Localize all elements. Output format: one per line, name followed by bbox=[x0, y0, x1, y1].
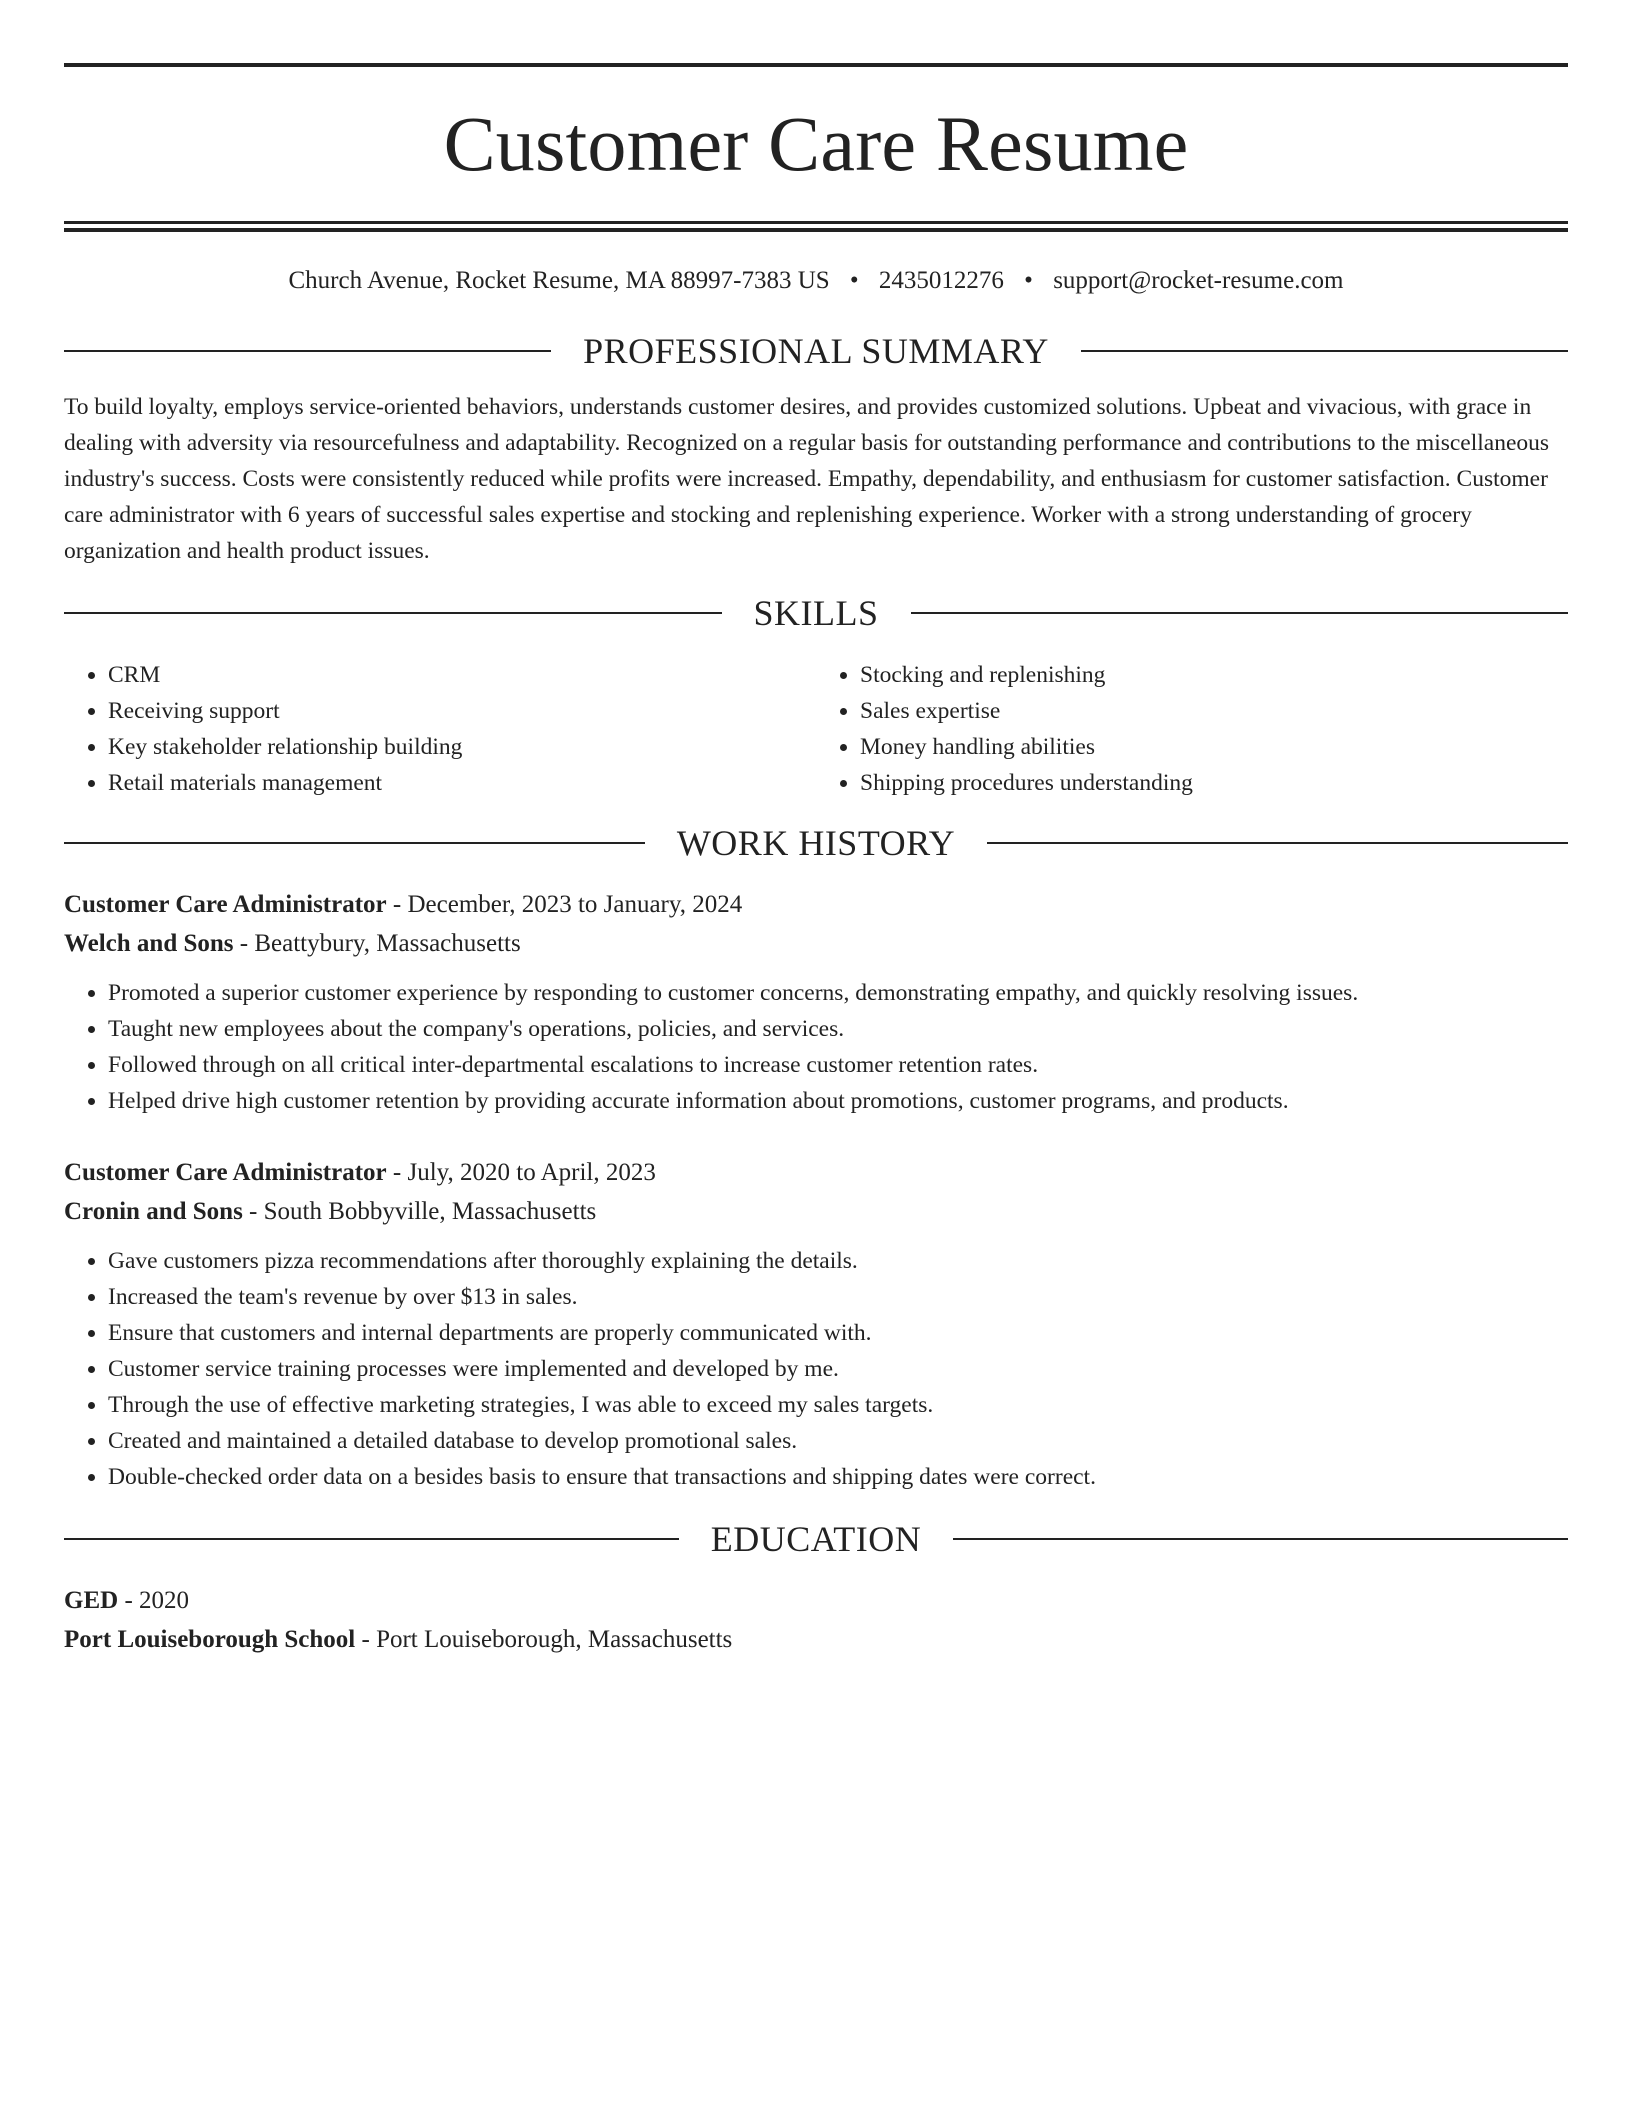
job-title-line bbox=[64, 1153, 1568, 1192]
job-title-line bbox=[64, 885, 1568, 924]
contact-line bbox=[64, 265, 1568, 297]
heading-rule bbox=[64, 612, 722, 614]
job-bullet: • Taught new employees about the company's operations, policies, and services. bbox=[108, 1011, 1568, 1047]
job-bullet: • Customer service training processes were implemented and developed by me. bbox=[108, 1351, 1568, 1387]
education-section-heading bbox=[64, 1517, 1568, 1561]
job-bullet: • Helped drive high customer retention by providing accurate information about promotions, customer programs, and products. bbox=[108, 1083, 1568, 1119]
heading-rule bbox=[987, 842, 1568, 844]
job-bullets bbox=[64, 1243, 1568, 1495]
job-bullet: • Ensure that customers and internal departments are properly communicated with. bbox=[108, 1315, 1568, 1351]
heading-rule bbox=[1081, 350, 1568, 352]
work-section-heading bbox=[64, 821, 1568, 865]
job-location: - Beattybury, Massachusetts bbox=[233, 930, 521, 957]
job-bullets bbox=[64, 975, 1568, 1119]
skill-item: • Shipping procedures understanding bbox=[860, 765, 1568, 801]
job-bullet: • Through the use of effective marketing strategies, I was able to exceed my sales targets. bbox=[108, 1387, 1568, 1423]
heading-rule bbox=[911, 612, 1569, 614]
work-heading-label: WORK HISTORY bbox=[676, 823, 956, 863]
education-school-line bbox=[64, 1620, 1568, 1659]
work-history bbox=[64, 885, 1568, 1495]
heading-rule bbox=[64, 1538, 679, 1540]
skills-left-list bbox=[64, 657, 816, 801]
job-entry bbox=[64, 885, 1568, 1119]
heading-rule bbox=[953, 1538, 1568, 1540]
job-company-line bbox=[64, 924, 1568, 963]
job-bullet: • Gave customers pizza recommendations after thoroughly explaining the details. bbox=[108, 1243, 1568, 1279]
skill-item: • Stocking and replenishing bbox=[860, 657, 1568, 693]
skills-section-heading bbox=[64, 591, 1568, 635]
skill-item: • Key stakeholder relationship building bbox=[108, 729, 816, 765]
summary-heading-label: PROFESSIONAL SUMMARY bbox=[583, 331, 1049, 371]
education-school: Port Louiseborough School bbox=[64, 1626, 356, 1653]
job-bullet: • Increased the team's revenue by over $13 in sales. bbox=[108, 1279, 1568, 1315]
education-location: - Port Louiseborough, Massachusetts bbox=[355, 1626, 733, 1653]
skills-heading-label: SKILLS bbox=[753, 593, 879, 633]
contact-separator: • bbox=[1024, 267, 1033, 294]
skill-item: • Money handling abilities bbox=[860, 729, 1568, 765]
title-double-rule bbox=[64, 221, 1568, 232]
job-location: - South Bobbyville, Massachusetts bbox=[242, 1198, 597, 1225]
top-rule bbox=[64, 63, 1568, 67]
skills-columns bbox=[64, 657, 1568, 801]
job-company-line bbox=[64, 1192, 1568, 1231]
job-entry bbox=[64, 1153, 1568, 1495]
skill-item: • CRM bbox=[108, 657, 816, 693]
job-title: Customer Care Administrator bbox=[64, 1159, 387, 1186]
job-bullet: • Double-checked order data on a besides basis to ensure that transactions and shipping dates were correct. bbox=[108, 1459, 1568, 1495]
education-degree: GED bbox=[64, 1587, 119, 1614]
education-year: - 2020 bbox=[118, 1587, 190, 1614]
job-bullet: • Followed through on all critical inter-departmental escalations to increase customer retention rates. bbox=[108, 1047, 1568, 1083]
heading-rule bbox=[64, 842, 645, 844]
job-bullet: • Created and maintained a detailed database to develop promotional sales. bbox=[108, 1423, 1568, 1459]
contact-phone: 2435012276 bbox=[878, 267, 1004, 294]
skills-right-list bbox=[816, 657, 1568, 801]
contact-address: Church Avenue, Rocket Resume, MA 88997-7383 US bbox=[288, 267, 830, 294]
job-dates: - December, 2023 to January, 2024 bbox=[386, 891, 743, 918]
job-company: Cronin and Sons bbox=[64, 1198, 243, 1225]
skill-item: • Sales expertise bbox=[860, 693, 1568, 729]
resume-title: Customer Care Resume bbox=[443, 100, 1189, 187]
contact-email: support@rocket-resume.com bbox=[1053, 267, 1344, 294]
contact-separator: • bbox=[849, 267, 859, 294]
skill-item: • Retail materials management bbox=[108, 765, 816, 801]
skill-item: • Receiving support bbox=[108, 693, 816, 729]
summary-text: To build loyalty, employs service-oriented behaviors, understands customer desires, and provides customized solutions. Upbeat and vivacious, with grace in dealing with adversity via resourcefulness and adaptability. Recognized on a regular basis for outstanding performance and contributions to the miscellaneous industry's success. Costs were consistently reduced while profits were increased. Empathy, dependability, and enthusiasm for customer satisfaction. Customer care administrator with 6 years of successful sales expertise and stocking and replenishing experience. Worker with a strong understanding of grocery organization and health product issues. bbox=[64, 394, 1550, 564]
education-heading-label: EDUCATION bbox=[710, 1519, 922, 1559]
summary-section-heading bbox=[64, 329, 1568, 373]
job-bullet: • Promoted a superior customer experience by responding to customer concerns, demonstrating empathy, and quickly resolving issues. bbox=[108, 975, 1568, 1011]
job-dates: - July, 2020 to April, 2023 bbox=[386, 1159, 656, 1186]
heading-rule bbox=[64, 350, 551, 352]
job-company: Welch and Sons bbox=[64, 930, 234, 957]
job-title: Customer Care Administrator bbox=[64, 891, 387, 918]
education-degree-line bbox=[64, 1581, 1568, 1620]
education-entry bbox=[64, 1581, 1568, 1659]
